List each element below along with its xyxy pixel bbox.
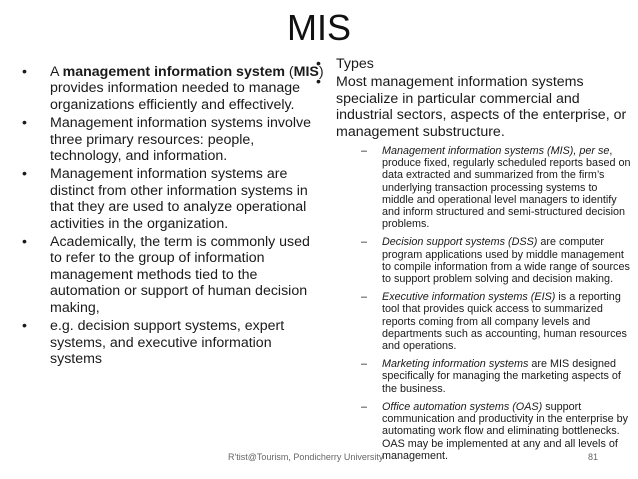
sub-item-mis [336, 145, 632, 230]
left-bullet-5-text: e.g. decision support systems, expert systems, and executive information systems [50, 318, 285, 367]
bullet-glyph: • [316, 56, 321, 72]
sub-item-dss [336, 236, 632, 285]
dash-glyph: – [361, 291, 368, 304]
sub-item-eis [336, 291, 632, 352]
right-bullet-specialize-text: Most management information systems specialize in particular commercial and industrial sectors, aspects of the enterprise, or management substructure. [336, 74, 627, 140]
left-bullet-1-mid: ( [284, 64, 294, 80]
sub-item-marketing-term: Marketing information systems [382, 358, 529, 371]
sub-item-mis-term: Management information systems (MIS), per se [382, 145, 610, 158]
sub-item-dss-term: Decision support systems (DSS) [382, 236, 538, 249]
bullet-glyph: • [22, 115, 27, 132]
sub-item-oas-term: Office automation systems (OAS) [382, 400, 543, 413]
sub-item-eis-text: is a reporting tool that provides quick access to summarized reports coming from all company levels and departments such as accounting, human resources and operations. [382, 291, 627, 353]
left-bullet-1-term: management information system [62, 64, 285, 80]
dash-glyph: – [361, 400, 368, 413]
sub-item-marketing [336, 358, 632, 395]
right-bullet-specialize [314, 74, 632, 462]
bullet-glyph: • [316, 74, 321, 91]
page-number: 81 [588, 452, 599, 462]
left-bullet-4 [20, 234, 325, 316]
left-bullet-1 [20, 64, 325, 113]
slide-title: MIS [286, 7, 351, 48]
sub-item-eis-term: Executive information systems (EIS) [382, 291, 556, 304]
left-bullet-2 [20, 115, 325, 164]
left-bullet-1-abbrev: MIS [293, 64, 319, 80]
slide-footer: R'tist@Tourism, Pondicherry University [228, 452, 384, 462]
right-bullet-types-text: Types [336, 56, 374, 72]
left-bullet-list [20, 64, 325, 369]
dash-glyph: – [361, 145, 368, 158]
bullet-glyph: • [22, 64, 27, 80]
left-bullet-4-text: Academically, the term is commonly used to refer to the group of information management methods tied to the automation or support of human decision making, [50, 234, 310, 316]
left-bullet-5 [20, 318, 325, 367]
left-bullet-3-text: Management information systems are distinct from other information systems in that they are used to analyze operational activities in the organization. [50, 166, 308, 232]
left-bullet-1-pre: A [50, 64, 63, 80]
dash-glyph: – [361, 236, 368, 249]
sub-bullet-list [336, 145, 632, 462]
bullet-glyph: • [22, 234, 27, 251]
left-bullet-2-text: Management information systems involve three primary resources: people, technology, and information. [50, 115, 312, 165]
sub-item-marketing-text: are MIS designed specifically for managing the marketing aspects of the business. [382, 358, 621, 395]
right-bullet-list [314, 56, 632, 468]
bullet-glyph: • [22, 166, 27, 183]
sub-item-mis-text: , produce fixed, regularly scheduled reports based on data extracted and summarized from the firm’s underlying transaction processing systems to middle and operational level managers to identify and inform structured and semi-structured decision problems. [382, 145, 631, 231]
sub-item-oas-text: support communication and productivity in the enterprise by automating work flow and eliminating bottlenecks. OAS may be implemented at any and all levels of management. [382, 400, 629, 462]
left-bullet-3 [20, 166, 325, 232]
sub-item-dss-text: are computer program applications used by middle management to compile information from a wide range of sources to support problem solving and decision making. [382, 236, 630, 286]
dash-glyph: – [361, 358, 368, 371]
left-bullet-1-post: ) provides information needed to manage organizations efficiently and effectively. [50, 64, 324, 113]
bullet-glyph: • [22, 318, 27, 335]
right-bullet-types [314, 56, 632, 72]
